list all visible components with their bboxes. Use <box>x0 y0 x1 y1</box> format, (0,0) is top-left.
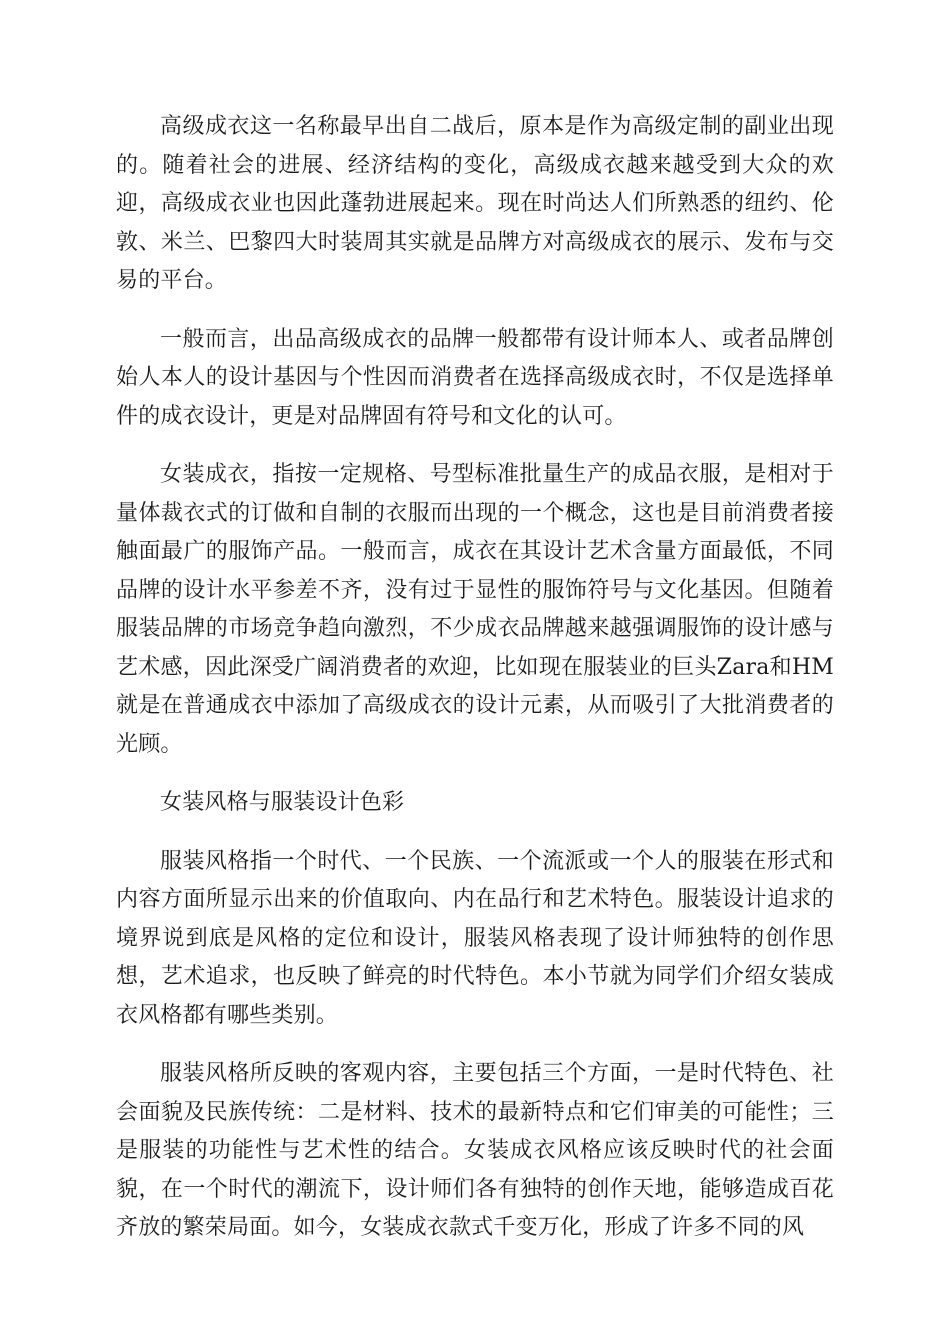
paragraph-haute-couture-origin: 高级成衣这一名称最早出自二战后，原本是作为高级定制的副业出现的。随着社会的进展、经济结构的变化，高级成衣越来越受到大众的欢迎，高级成衣业也因此蓬勃进展起来。现在时尚达人们所熟悉的纽约、伦敦、米兰、巴黎四大时装周其实就是品牌方对高级成衣的展示、发布与交易的平台。 <box>116 114 834 293</box>
paragraph-clothing-style-definition: 服装风格指一个时代、一个民族、一个流派或一个人的服装在形式和内容方面所显示出来的价值取向、内在品行和艺术特色。服装设计追求的境界说到底是风格的定位和设计，服装风格表现了设计师独特的创作思想，艺术追求，也反映了鲜亮的时代特色。本小节就为同学们介绍女装成衣风格都有哪些类别。 <box>116 848 834 1028</box>
paragraph-style-objective-content: 服装风格所反映的客观内容，主要包括三个方面，一是时代特色、社会面貌及民族传统：二是材料、技术的最新特点和它们审美的可能性；三是服装的功能性与艺术性的结合。女装成衣风格应该反映时代的社会面貌，在一个时代的潮流下，设计师们各有独特的创作天地，能够造成百花齐放的繁荣局面。如今，女装成衣款式千变万化，形成了许多不同的风 <box>116 1061 834 1240</box>
document-body <box>116 108 834 1268</box>
paragraph-brand-design-genes: 一般而言，出品高级成衣的品牌一般都带有设计师本人、或者品牌创始人本人的设计基因与个性因而消费者在选择高级成衣时，不仅是选择单件的成衣设计，更是对品牌固有符号和文化的认可。 <box>116 326 834 429</box>
section-heading: 女装风格与服装设计色彩 <box>160 790 405 815</box>
paragraph-ready-to-wear-definition: 女装成衣，指按一定规格、号型标准批量生产的成品衣服，是相对于量体裁衣式的订做和自制的衣服而出现的一个概念，这也是目前消费者接触面最广的服饰产品。一般而言，成衣在其设计艺术含量方面最低，不同品牌的设计水平参差不齐，没有过于显性的服饰符号与文化基因。但随着服装品牌的市场竞争趋向激烈，不少成衣品牌越来越强调服饰的设计感与艺术感，因此深受广阔消费者的欢迎，比如现在服装业的巨头Zara和HM就是在普通成衣中添加了高级成衣的设计元素，从而吸引了大批消费者的光顾。 <box>116 462 834 757</box>
